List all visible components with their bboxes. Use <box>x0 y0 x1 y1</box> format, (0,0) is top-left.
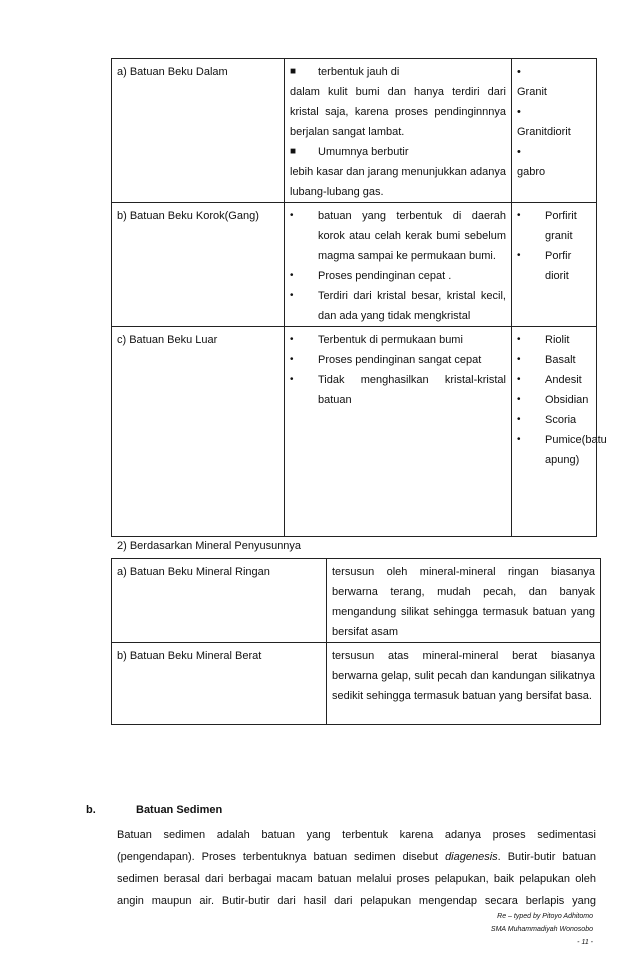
igneous-depth-table <box>111 58 607 537</box>
rock-desc-cell: ■ terbentuk jauh di dalam kulit bumi dan hanya terdiri dari kristal saja, karena proses pendinginnnya berjalan sangat lambat. ■ Umumnya berbutir lebih kasar dan jarang menunjukkan adanya lubang-lubang gas. <box>285 59 512 203</box>
table-row <box>112 643 601 725</box>
section-title: b. Batuan Sedimen <box>86 804 223 816</box>
rock-desc-cell: • batuan yang terbentuk di daerah korok atau celah kerak bumi sebelum magma sampai ke permukaan bumi. • Proses pendinginan cepat . • Terdiri dari kristal besar, kristal kecil, dan ada yang tidak mengkristal <box>285 203 512 327</box>
rock-desc-cell: tersusun oleh mineral-mineral ringan biasanya berwarna terang, mudah pecah, dan banyak mengandung silikat sehingga termasuk batuan yang bersifat asam <box>327 559 601 643</box>
rock-desc-cell: tersusun atas mineral-mineral berat biasanya berwarna gelap, sulit pecah dan kandungan silikatnya sedikit sehingga termasuk batuan yang bersifat basa. <box>327 643 601 725</box>
rock-desc-cell: • Terbentuk di permukaan bumi • Proses pendinginan sangat cepat • Tidak menghasilkan kristal-kristal batuan <box>285 327 512 537</box>
bullet-icon: • <box>517 334 521 345</box>
body-paragraph: Batuan sedimen adalah batuan yang terbentuk karena adanya proses sedimentasi (pengendapan). Proses terbentuknya batuan sedimen disebut diagenesis. Butir-butir batuan sedimen berasal dari berbagai macam batuan melalui proses pelapukan, baik pelapukan oleh angin maupun air. Butir-butir dari hasil dari pelapukan mengendap secara berlapis yang <box>117 829 596 907</box>
square-bullet-icon: ■ <box>290 66 297 77</box>
bullet-icon: • <box>290 210 294 221</box>
bullet-icon: • <box>517 374 521 385</box>
rock-name-cell: b) Batuan Beku Mineral Berat <box>112 643 327 725</box>
table-row <box>112 559 601 643</box>
page-number: - 11 - <box>577 939 593 946</box>
bullet-icon: • <box>290 334 294 345</box>
bullet-icon: • <box>517 434 521 445</box>
bullet-icon: • <box>517 210 521 221</box>
bullet-icon: • <box>517 146 521 158</box>
bullet-icon: • <box>290 374 294 385</box>
rock-examples-cell: • Granit • Granitdiorit • gabro <box>512 59 597 203</box>
rock-name-cell: a) Batuan Beku Mineral Ringan <box>112 559 327 643</box>
bullet-icon: • <box>517 66 521 78</box>
rock-name-cell: a) Batuan Beku Dalam <box>112 59 285 203</box>
paragraph-line: (pengendapan). Proses terbentuknya batuan sedimen disebut diagenesis. Butir-butir batuan <box>117 851 596 863</box>
square-bullet-icon: ■ <box>290 146 297 157</box>
page-footer: Re – typed by Pitoyo Adhitomo SMA Muhammadiyah Wonosobo - 11 - <box>491 910 593 949</box>
table-row <box>112 59 597 203</box>
bullet-icon: • <box>290 290 294 301</box>
section-heading: 2) Berdasarkan Mineral Penyusunnya <box>117 540 302 552</box>
mineral-table <box>111 558 601 725</box>
table-row <box>112 327 597 537</box>
term-emphasis: diagenesis <box>445 851 498 863</box>
bullet-icon: • <box>290 270 294 281</box>
bullet-icon: • <box>517 106 521 118</box>
bullet-icon: • <box>517 250 521 261</box>
rock-examples-cell: • Riolit • Basalt • Andesit • Obsidian • Scoria • Pumice(batu apung) <box>512 327 597 537</box>
rock-name-cell: c) Batuan Beku Luar <box>112 327 285 537</box>
bullet-icon: • <box>517 354 521 365</box>
table-row <box>112 203 597 327</box>
bullet-icon: • <box>290 354 294 365</box>
rock-examples-cell: • Porfirit granit • Porfir diorit <box>512 203 597 327</box>
bullet-icon: • <box>517 414 521 425</box>
bullet-icon: • <box>517 394 521 405</box>
rock-name-cell: b) Batuan Beku Korok(Gang) <box>112 203 285 327</box>
